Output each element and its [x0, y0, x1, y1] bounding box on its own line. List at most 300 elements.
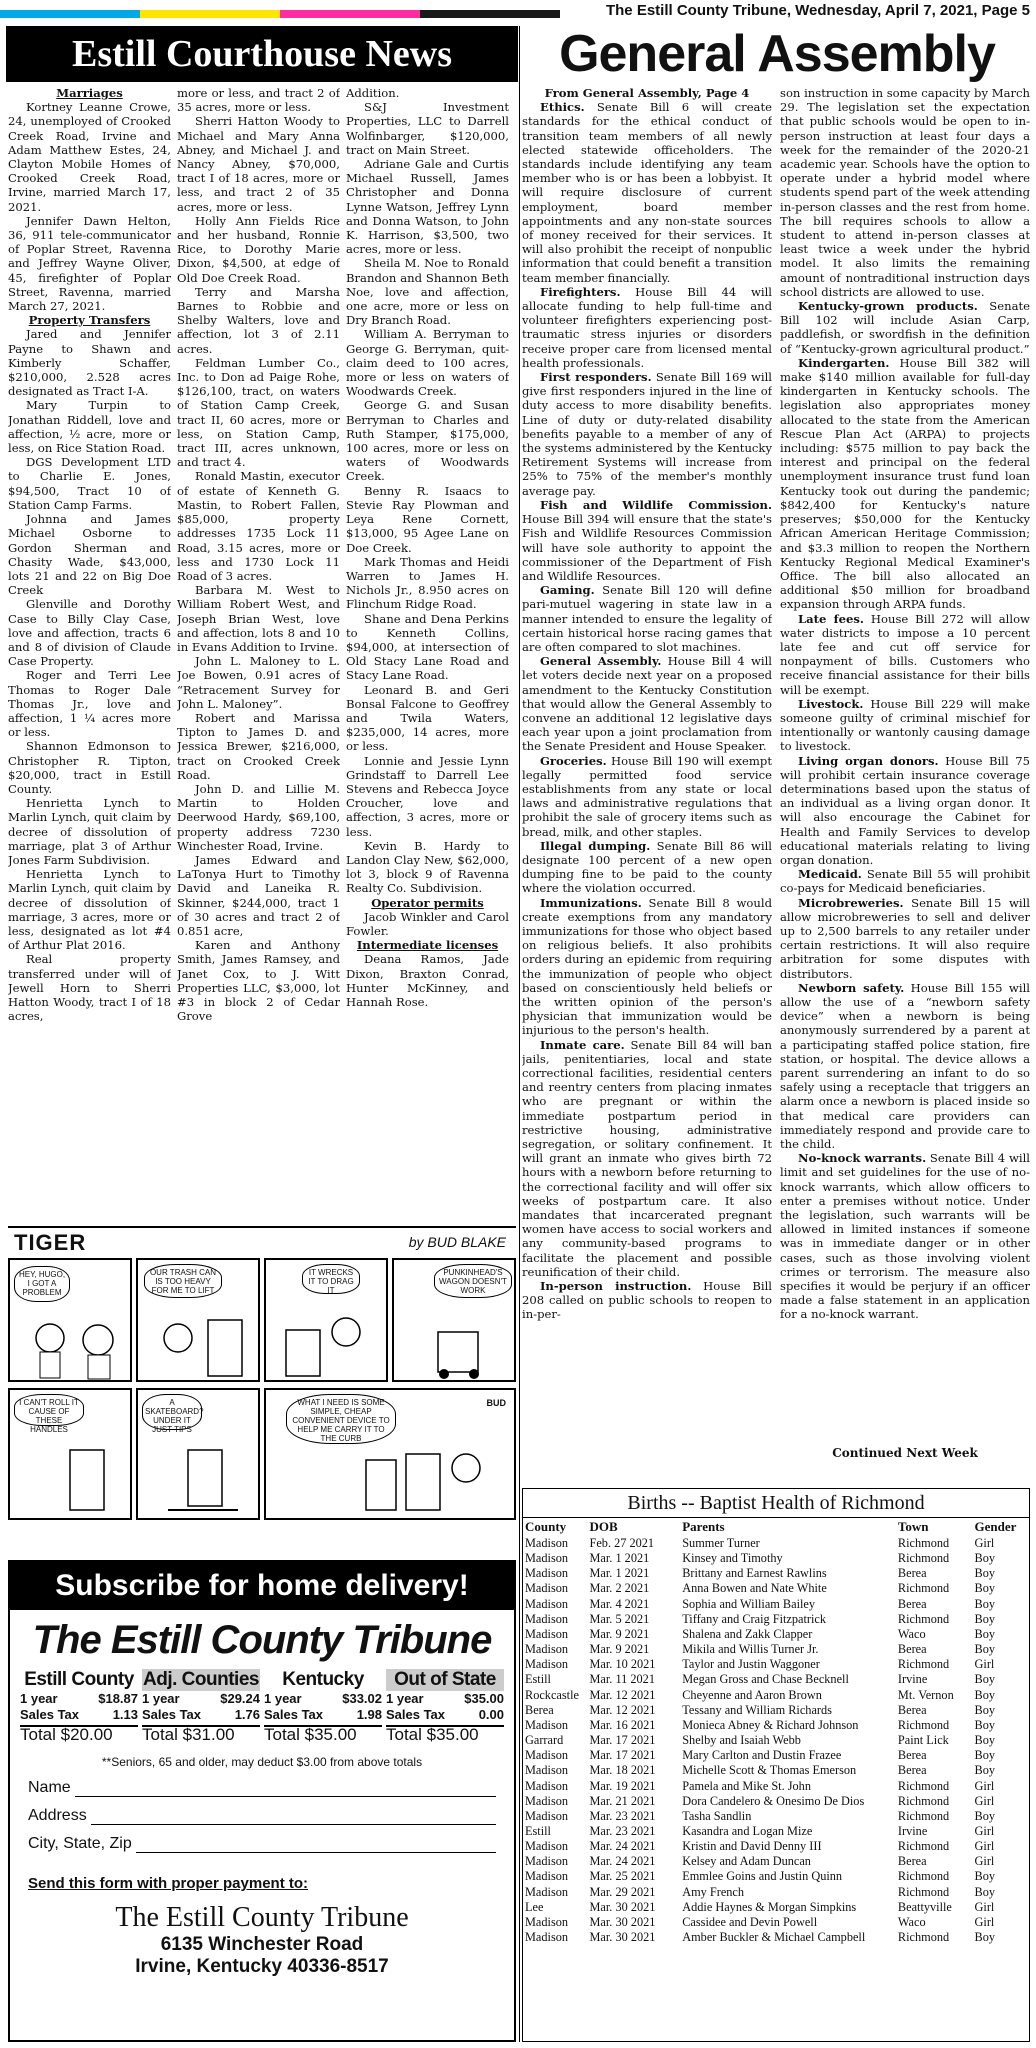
- price-tax-row: [264, 1707, 382, 1723]
- table-cell: Boy: [974, 1626, 996, 1641]
- article-paragraph: In-person instruction. House Bill 208 called on public schools to reopen to in-per-: [522, 1279, 772, 1322]
- comic-barrels-icon: [266, 1390, 516, 1520]
- courthouse-column-2: [177, 86, 340, 1222]
- price-title: Estill County: [24, 1669, 134, 1690]
- table-cell: Richmond: [897, 1839, 950, 1854]
- tiger-comic-strip: [8, 1226, 516, 1526]
- table-cell: Waco: [897, 1914, 926, 1929]
- paragraph-lead: Immunizations.: [540, 895, 642, 910]
- paragraph-lead: Groceries.: [540, 753, 607, 768]
- price-title: Adj. Counties: [143, 1669, 259, 1690]
- table-cell: Girl: [974, 1778, 995, 1793]
- table-cell: Summer Turner: [682, 1536, 760, 1550]
- table-cell: Kristin and David Denny III: [682, 1839, 822, 1854]
- comic-byline: by BUD BLAKE: [408, 1234, 506, 1250]
- comic-panel-3: [264, 1258, 388, 1382]
- table-cell: Emmlee Goins and Justin Quinn: [682, 1869, 843, 1884]
- price-year-value: $18.87: [98, 1691, 138, 1706]
- table-cell: Mary Carlton and Dustin Frazee: [682, 1748, 842, 1763]
- article-paragraph: Groceries. House Bill 190 will exempt legally permitted food service establishments from any state or local laws and administrative regulations that prohibit the sale of grocery items such as bread, milk, and other staples.: [522, 753, 772, 839]
- table-cell: Girl: [974, 1914, 995, 1929]
- table-cell: Addie Haynes & Morgan Simpkins: [682, 1899, 857, 1914]
- page-header-text: The Estill County Tribune, Wednesday, April 7, 2021, Page 5: [605, 2, 1030, 19]
- table-cell: Boy: [974, 1642, 996, 1657]
- city-field[interactable]: [28, 1835, 496, 1853]
- table-cell: Mar. 23 2021: [589, 1823, 656, 1838]
- comic-signature: BUD: [486, 1398, 506, 1408]
- listing-paragraph: Lonnie and Jessie Lynn Grindstaff to Darrell Lee Stevens and Rebecca Joyce Croucher, love and affection, 3 acres, more or less.: [346, 753, 509, 839]
- table-cell: Boy: [974, 1748, 996, 1763]
- table-cell: Boy: [974, 1596, 996, 1611]
- listing-paragraph: Shane and Dena Perkins to Kenneth Collins, $94,000, at intersection of Old Stacy Lane Road and Stacy Lane Road.: [346, 611, 509, 683]
- price-title: Kentucky: [282, 1669, 364, 1690]
- listing-paragraph: Kortney Leanne Crowe, 24, unemployed of Crooked Creek Road, Irvine and Adam Matthew Estes, 24, Clayton Mobile Homes of Crooked Creek Road, Irvine, married March 17, 2021.: [8, 100, 171, 214]
- births-column-header: County: [525, 1519, 567, 1534]
- courthouse-masthead: Estill Courthouse News: [6, 26, 518, 82]
- continued-text: more or less, and tract 2 of 35 acres, more or less.: [177, 86, 340, 115]
- table-row: [523, 1915, 1029, 1930]
- table-cell: Tessany and William Richards: [682, 1702, 832, 1717]
- listing-paragraph: Mark Thomas and Heidi Warren to James H. Nichols Jr., 8.950 acres on Flinchum Ridge Road.: [346, 554, 509, 612]
- table-cell: Richmond: [897, 1611, 950, 1626]
- courthouse-column-3: [346, 86, 509, 1222]
- listing-paragraph: DGS Development LTD to Charlie E. Jones, $94,500, Tract 10 of Station Camp Farms.: [8, 455, 171, 512]
- page-header: [0, 0, 1036, 22]
- births-body: [523, 1536, 1029, 1945]
- price-tax-row: [142, 1707, 260, 1723]
- comic-panel-7: [264, 1388, 516, 1520]
- table-cell: Boy: [974, 1687, 996, 1702]
- comic-panel-4: [392, 1258, 516, 1382]
- table-cell: Tiffany and Craig Fitzpatrick: [682, 1611, 827, 1626]
- table-cell: Madison: [525, 1793, 569, 1808]
- table-cell: Mt. Vernon: [897, 1687, 954, 1702]
- table-cell: Mar. 24 2021: [589, 1839, 656, 1854]
- paragraph-lead: Ethics.: [540, 100, 585, 115]
- article-paragraph: Firefighters. House Bill 44 will allocate funding to help full-time and volunteer firefighters experiencing post-traumatic stress injuries or disorders receive proper care from licensed mental health professionals.: [522, 284, 772, 370]
- table-cell: Madison: [525, 1763, 569, 1778]
- table-cell: Amy French: [682, 1884, 745, 1899]
- price-tax-label: Sales Tax: [142, 1707, 202, 1722]
- table-cell: Feb. 27 2021: [589, 1536, 655, 1550]
- births-column-header: Gender: [974, 1519, 1017, 1534]
- table-cell: Mar. 17 2021: [589, 1748, 656, 1763]
- article-paragraph: General Assembly. House Bill 4 will let voters decide next year on a proposed amendment to the Kentucky Constitution that would allow the General Assembly to convene an additional 12 legislative days each year upon a joint proclamation from the Senate President and House Speaker.: [522, 654, 772, 754]
- price-column: [264, 1669, 382, 1743]
- table-cell: Richmond: [897, 1930, 950, 1945]
- table-cell: Madison: [525, 1914, 569, 1929]
- listing-paragraph: Mary Turpin to Jonathan Riddell, love and affection, ½ acre, more or less, on Rice Station Road.: [8, 398, 171, 456]
- price-total: Total $35.00: [264, 1725, 382, 1743]
- births-box: [522, 1488, 1030, 2042]
- paragraph-lead: Medicaid.: [798, 867, 862, 882]
- table-cell: Beattyville: [897, 1899, 952, 1914]
- comic-bubble: WHAT I NEED IS SOME SIMPLE, CHEAP CONVENIENT DEVICE TO HELP ME CARRY IT TO THE CURB: [286, 1394, 396, 1444]
- price-tax-row: [386, 1707, 504, 1723]
- table-cell: Berea: [897, 1596, 927, 1611]
- price-title: Out of State: [386, 1669, 504, 1691]
- table-cell: Boy: [974, 1763, 996, 1778]
- name-field[interactable]: [28, 1779, 496, 1797]
- table-row: [523, 1779, 1029, 1794]
- table-cell: Berea: [897, 1642, 927, 1657]
- address-street: 6135 Winchester Road: [160, 1934, 364, 1955]
- listing-paragraph: Sherri Hatton Woody to Michael and Mary Anna Abney, and Michael J. and Nancy Abney, $70,000, tract I of 18 acres, more or less, and tract 2 of 35 acres, more or less.: [177, 114, 340, 214]
- price-tax-row: [20, 1707, 138, 1723]
- section-heading: Operator permits: [371, 895, 484, 910]
- births-title: Births -- Baptist Health of Richmond: [523, 1489, 1029, 1518]
- births-column-header: Town: [897, 1519, 929, 1534]
- table-cell: Cassidee and Devin Powell: [682, 1914, 818, 1929]
- section-heading: Marriages: [56, 86, 123, 100]
- comic-figures-icon: [10, 1260, 130, 1380]
- table-cell: Girl: [974, 1854, 995, 1869]
- listing-paragraph: Benny R. Isaacs to Stevie Ray Plowman and Leya Rene Cornett, $13,000, 95 Agee Lane on Doe Creek.: [346, 483, 509, 555]
- article-paragraph: Late fees. House Bill 272 will allow water districts to impose a 10 percent late fee and cut off service for nonpayment of bills. Customers who receive financial assistance for their bills will be exempt.: [780, 611, 1030, 697]
- table-cell: Mar. 12 2021: [589, 1687, 656, 1702]
- births-column-header: Parents: [682, 1519, 725, 1534]
- table-cell: Mar. 4 2021: [589, 1596, 650, 1611]
- table-row: [523, 1824, 1029, 1839]
- table-cell: Anna Bowen and Nate White: [682, 1581, 827, 1596]
- table-cell: Mar. 21 2021: [589, 1793, 656, 1808]
- section-heading: Intermediate licenses: [356, 938, 499, 953]
- article-paragraph: No-knock warrants. Senate Bill 4 will limit and set guidelines for the use of no-knock warrants, which allow officers to enter a premises without notice. Under the legislation, such warrants will be allowed in limited instances if someone was in immediate danger or in other cases, such as those involving violent crimes or terrorism. The measure also specifies it would be perjury if an officer made a false statement in an application for a no-knock warrant.: [780, 1151, 1030, 1322]
- paragraph-lead: Microbreweries.: [798, 895, 904, 910]
- column-divider: [519, 26, 520, 2042]
- table-cell: Boy: [974, 1702, 996, 1717]
- table-row: [523, 1900, 1029, 1915]
- table-cell: Cheyenne and Aaron Brown: [682, 1687, 822, 1702]
- price-column: [142, 1669, 260, 1743]
- table-cell: Madison: [525, 1626, 569, 1641]
- comic-bubble: OUR TRASH CAN IS TOO HEAVY FOR ME TO LIFT: [144, 1264, 222, 1298]
- paragraph-lead: Fish and Wildlife Commission.: [540, 497, 772, 512]
- subscription-form: [8, 1560, 516, 2042]
- table-cell: Richmond: [897, 1551, 950, 1566]
- table-cell: Madison: [525, 1536, 569, 1550]
- table-row: [523, 1869, 1029, 1884]
- listing-paragraph: Adriane Gale and Curtis Michael Russell, James Christopher and Donna Lynne Watson, Jeffrey Lynn and Donna Watson, to John K. Harrison, $3,500, two acres, more or less.: [346, 157, 509, 257]
- table-cell: Pamela and Mike St. John: [682, 1778, 811, 1793]
- comic-trashcan-icon: [138, 1260, 258, 1380]
- table-cell: Richmond: [897, 1884, 950, 1899]
- table-cell: Mar. 11 2021: [589, 1672, 655, 1687]
- listing-paragraph: Ronald Mastin, executor of estate of Kenneth G. Mastin, to Robert Fallen, $85,000, property addresses 1735 Lock 11 Road, 3.15 acres, more or less and 1730 Lock 11 Road of 3 acres.: [177, 469, 340, 583]
- comic-panel-6: [136, 1388, 260, 1520]
- table-row: [523, 1748, 1029, 1763]
- table-cell: Berea: [897, 1748, 927, 1763]
- table-cell: Girl: [974, 1839, 995, 1854]
- listing-paragraph: Leonard B. and Geri Bonsal Falcone to Geoffrey and Twila Waters, $235,000, 14 acres, more or less.: [346, 682, 509, 754]
- table-cell: Kinsey and Timothy: [682, 1551, 783, 1566]
- address-label: Address: [28, 1807, 87, 1824]
- paragraph-lead: Late fees.: [798, 611, 864, 626]
- subscribe-heading: Subscribe for home delivery!: [10, 1562, 514, 1610]
- comic-title: TIGER: [14, 1230, 87, 1255]
- table-row: [523, 1930, 1029, 1945]
- table-cell: Mar. 12 2021: [589, 1702, 656, 1717]
- table-cell: Megan Gross and Chase Becknell: [682, 1672, 849, 1687]
- table-row: [523, 1733, 1029, 1748]
- comic-skateboard-icon: [138, 1390, 258, 1520]
- address-name: The Estill County Tribune: [115, 1902, 409, 1933]
- continued-next-week: Continued Next Week: [832, 1446, 978, 1460]
- price-table: [10, 1669, 514, 1743]
- table-cell: Boy: [974, 1930, 996, 1945]
- table-cell: Boy: [974, 1717, 996, 1732]
- table-row: [523, 1642, 1029, 1657]
- table-cell: Mar. 17 2021: [589, 1733, 656, 1748]
- listing-paragraph: James Edward and LaTonya Hurt to Timothy David and Laneika R. Skinner, $244,000, tract 1 of 30 acres and tract 2 of 0.851 acre,: [177, 852, 340, 938]
- table-cell: Mar. 25 2021: [589, 1869, 656, 1884]
- price-tax-label: Sales Tax: [20, 1707, 80, 1722]
- table-cell: Kelsey and Adam Duncan: [682, 1854, 811, 1869]
- births-table: [523, 1518, 1029, 1945]
- article-paragraph: Medicaid. Senate Bill 55 will prohibit co-pays for Medicaid beneficiaries.: [780, 867, 1030, 896]
- listing-paragraph: S&J Investment Properties, LLC to Darrell Wolfinbarger, $120,000, tract on Main Street.: [346, 100, 509, 157]
- paper-name: The Estill County Tribune: [32, 1618, 492, 1662]
- price-total: Total $20.00: [20, 1725, 138, 1743]
- table-cell: Tasha Sandlin: [682, 1808, 752, 1823]
- paragraph-lead: Living organ donors.: [798, 753, 939, 768]
- table-cell: Richmond: [897, 1793, 950, 1808]
- assembly-masthead: General Assembly: [559, 25, 995, 83]
- article-paragraph: Inmate care. Senate Bill 84 will ban jails, penitentiaries, local and state correctional facilities, residential centers and reentry centers from placing inmates who are pregnant or within the immediate postpartum period in restrictive housing, administrative segregation, or solitary confinement. It will grant an inmate who gives birth 72 hours with a newborn before returning to the correctional facility and will offer six weeks of postpartum care. It also mandates that incarcerated pregnant women have access to social workers and any community-based programs to facilitate the placement and possible reunification of their child.: [522, 1037, 772, 1279]
- table-cell: Mar. 29 2021: [589, 1884, 656, 1899]
- table-cell: Richmond: [897, 1808, 950, 1823]
- section-heading: Property Transfers: [28, 313, 151, 328]
- paragraph-lead: First responders.: [540, 370, 652, 385]
- address-field[interactable]: [28, 1807, 496, 1825]
- table-row: [523, 1672, 1029, 1687]
- courthouse-column-1: [8, 86, 171, 1222]
- comic-can-icon: [10, 1390, 130, 1520]
- comic-panel-1: [8, 1258, 132, 1382]
- paragraph-lead: Illegal dumping.: [540, 838, 651, 853]
- article-paragraph: Immunizations. Senate Bill 8 would create exemptions from any mandatory immunizations for those who object based on religious beliefs. It also prohibits orders during an epidemic from requiring the immunization of people who object based on conscientiously held beliefs or the written opinion of the person's physician that immunization would be injurious to the person's health.: [522, 895, 772, 1038]
- article-paragraph: Ethics. Senate Bill 6 will create standards for the ethical conduct of transition team members of all newly elected statewide officeholders. The standards include identifying any team member who is or has been a lobbyist. It will require disclosure of current employment, board member appointments and any non-state sources of money received for their services. It will also prohibit the receipt of nonpublic information that could benefit a transition team member financially.: [522, 100, 772, 285]
- table-cell: Mar. 16 2021: [589, 1717, 656, 1732]
- table-cell: Berea: [525, 1702, 554, 1717]
- table-cell: Madison: [525, 1869, 569, 1884]
- listing-paragraph: Jacob Winkler and Carol Fowler.: [346, 909, 509, 938]
- comic-bubble: IT WRECKS IT TO DRAG IT: [302, 1264, 360, 1294]
- table-cell: Madison: [525, 1596, 569, 1611]
- send-form-note: Send this form with proper payment to:: [28, 1875, 309, 1892]
- paragraph-lead: No-knock warrants.: [798, 1151, 927, 1166]
- table-cell: Madison: [525, 1581, 569, 1596]
- listing-paragraph: Johnna and James Michael Osborne to Gordon Sherman and Chasity Wade, $43,000, lots 21 and 22 on Big Doe Creek: [8, 512, 171, 598]
- table-cell: Amber Buckler & Michael Campbell: [682, 1930, 866, 1945]
- paragraph-lead: Inmate care.: [540, 1037, 625, 1052]
- table-row: [523, 1597, 1029, 1612]
- paragraph-lead: Newborn safety.: [798, 980, 905, 995]
- table-cell: Estill: [525, 1672, 551, 1687]
- price-year-label: 1 year: [264, 1691, 302, 1706]
- listing-paragraph: Henrietta Lynch to Marlin Lynch, quit claim by decree of dissolution of marriage, 3 acres, more or less, designated as lot #4 of Arthur Plat 2016.: [8, 867, 171, 953]
- table-cell: Madison: [525, 1930, 569, 1945]
- table-cell: Richmond: [897, 1536, 950, 1550]
- table-cell: Girl: [974, 1657, 995, 1672]
- table-cell: Boy: [974, 1808, 996, 1823]
- price-year-value: $35.00: [464, 1691, 504, 1706]
- table-cell: Mar. 1 2021: [589, 1566, 650, 1581]
- listing-paragraph: Robert and Marissa Tipton to James D. and Jessica Brewer, $216,000, tract on Crooked Creek Road.: [177, 710, 340, 782]
- table-cell: Richmond: [897, 1778, 950, 1793]
- comic-drag-icon: [266, 1260, 386, 1380]
- article-paragraph: Living organ donors. House Bill 75 will prohibit certain insurance coverage determinations based upon the status of an individual as a living organ donor. It will also encourage the Cabinet for Health and Family Services to develop educational materials relating to living organ donation.: [780, 753, 1030, 867]
- table-cell: Richmond: [897, 1657, 950, 1672]
- table-row: [523, 1688, 1029, 1703]
- table-row: [523, 1794, 1029, 1809]
- article-paragraph: First responders. Senate Bill 169 will give first responders injured in the line of duty access to more disability benefits. Line of duty or duty-related disability benefits payable to a member of any of the systems administered by the Kentucky Retirement Systems will increase from 25% to 75% of the member's monthly average pay.: [522, 370, 772, 498]
- table-row: [523, 1763, 1029, 1778]
- table-cell: Madison: [525, 1551, 569, 1566]
- table-cell: Richmond: [897, 1717, 950, 1732]
- table-row: [523, 1581, 1029, 1596]
- name-line[interactable]: [75, 1781, 496, 1797]
- name-label: Name: [28, 1779, 71, 1796]
- table-cell: Brittany and Earnest Rawlins: [682, 1566, 827, 1581]
- listing-paragraph: John L. Maloney to L. Joe Bowen, 0.91 acres of “Retracement Survey for John L. Maloney”.: [177, 654, 340, 711]
- listing-paragraph: Kevin B. Hardy to Landon Clay New, $62,000, lot 3, block 9 of Ravenna Realty Co. Subdivision.: [346, 838, 509, 896]
- table-cell: Lee: [525, 1899, 544, 1914]
- comic-panel-2: [136, 1258, 260, 1382]
- table-cell: Rockcastle: [525, 1687, 579, 1702]
- table-cell: Boy: [974, 1733, 996, 1748]
- address-city: Irvine, Kentucky 40336-8517: [135, 1956, 389, 1977]
- price-total: Total $35.00: [386, 1725, 504, 1743]
- article-paragraph: Illegal dumping. Senate Bill 86 will designate 100 percent of a new open dumping fine to be paid to the county where the violation occurred.: [522, 838, 772, 896]
- jump-heading: From General Assembly, Page 4: [544, 86, 750, 100]
- table-cell: Mar. 30 2021: [589, 1930, 656, 1945]
- table-cell: Sophia and William Bailey: [682, 1596, 816, 1611]
- table-cell: Mar. 5 2021: [589, 1611, 650, 1626]
- table-cell: Mar. 9 2021: [589, 1626, 650, 1641]
- continued-text: Addition.: [346, 86, 400, 100]
- price-year-value: $33.02: [342, 1691, 382, 1706]
- article-paragraph: Livestock. House Bill 229 will make someone guilty of criminal mischief for intentionally or wantonly causing damage to livestock.: [780, 696, 1030, 754]
- table-cell: Berea: [897, 1854, 927, 1869]
- article-paragraph: Newborn safety. House Bill 155 will allow the use of a “newborn safety device” when a newborn is being anonymously surrendered by a parent at a participating staffed police station, fire station, or hospital. The device allows a parent surrendering an infant to do so safely using a receptacle that triggers an alarm once a newborn is placed inside so that medical care providers can immediately respond and provide care to the child.: [780, 980, 1030, 1152]
- table-cell: Madison: [525, 1854, 569, 1869]
- table-cell: Girl: [974, 1823, 995, 1838]
- comic-bubble: PUNKINHEAD'S WAGON DOESN'T WORK: [434, 1264, 512, 1298]
- paragraph-lead: In-person instruction.: [540, 1279, 692, 1294]
- table-cell: Shalena and Zakk Clapper: [682, 1626, 813, 1641]
- table-row: [523, 1809, 1029, 1824]
- paragraph-lead: Gaming.: [540, 583, 595, 598]
- table-cell: Mar. 30 2021: [589, 1899, 656, 1914]
- table-cell: Paint Lick: [897, 1733, 949, 1748]
- price-tax-label: Sales Tax: [264, 1707, 324, 1722]
- paragraph-lead: Kindergarten.: [798, 355, 890, 370]
- listing-paragraph: Barbara M. West to William Robert West, and Joseph Brian West, love and affection, lots 8 and 10 in Evans Addition to Irvine.: [177, 583, 340, 654]
- table-cell: Dora Candelero & Onesimo De Dios: [682, 1793, 865, 1808]
- assembly-column-1: [522, 86, 772, 1446]
- assembly-column-2: [780, 86, 1030, 1446]
- table-cell: Boy: [974, 1884, 996, 1899]
- table-cell: Berea: [897, 1702, 927, 1717]
- table-row: [523, 1551, 1029, 1566]
- table-cell: Madison: [525, 1778, 569, 1793]
- table-cell: Madison: [525, 1657, 569, 1672]
- city-line[interactable]: [136, 1837, 496, 1853]
- table-cell: Irvine: [897, 1823, 928, 1838]
- table-row: [523, 1612, 1029, 1627]
- table-cell: Mar. 30 2021: [589, 1914, 656, 1929]
- table-cell: Boy: [974, 1581, 996, 1596]
- mailing-address: [10, 1902, 514, 1978]
- table-cell: Mar. 9 2021: [589, 1642, 650, 1657]
- table-cell: Madison: [525, 1884, 569, 1899]
- listing-paragraph: Deana Ramos, Jade Dixon, Braxton Conrad, Hunter McKinney, and Hannah Rose.: [346, 952, 509, 1009]
- table-cell: Madison: [525, 1611, 569, 1626]
- article-paragraph: Fish and Wildlife Commission. House Bill 394 will ensure that the state's Fish and Wildlife Resources Commission will have sole authority to appoint the commissioner of the Department of Fish and Wildlife Resources.: [522, 497, 772, 583]
- price-year-label: 1 year: [386, 1691, 424, 1706]
- table-cell: Mikila and Willis Turner Jr.: [682, 1642, 819, 1657]
- comic-wagon-icon: [394, 1260, 514, 1380]
- address-line[interactable]: [91, 1809, 496, 1825]
- table-row: [523, 1536, 1029, 1551]
- table-cell: Richmond: [897, 1869, 950, 1884]
- comic-panel-5: [8, 1388, 132, 1520]
- table-cell: Irvine: [897, 1672, 928, 1687]
- paragraph-lead: General Assembly.: [540, 654, 662, 669]
- price-column: [20, 1669, 138, 1743]
- table-row: [523, 1566, 1029, 1581]
- table-row: [523, 1703, 1029, 1718]
- price-total: Total $31.00: [142, 1725, 260, 1743]
- table-cell: Taylor and Justin Waggoner: [682, 1657, 820, 1672]
- listing-paragraph: Karen and Anthony Smith, James Ramsey, and Janet Cox, to J. Witt Properties LLC, $3,000, lot #3 in block 2 of Cedar Grove: [177, 938, 340, 1024]
- article-paragraph: Kindergarten. House Bill 382 will make $140 million available for full-day kindergarten in Kentucky schools. The legislation also appropriates money allocated to the state from the American Rescue Plan Act (ARPA) to projects including: $575 million to pay back the interest and principal on the federal unemployment insurance trust fund loan Kentucky took out during the pandemic; $842,400 for Kentucky's nature preserves; $50,000 for the Kentucky African American Heritage Commission; and $3.3 million to reopen the Northern Kentucky Regional Medical Examiner's Office. The bill also allocated an additional $50 million for broadband expansion through ARPA funds.: [780, 355, 1030, 612]
- continued-text: son instruction in some capacity by March 29. The legislation set the expectation that public schools would be open to in-person instruction at least four days a week for the remainder of the 2020-21 academic year. Schools have the option to operate under a hybrid model where students spend part of the week attending in-person classes and the rest from home. The bill requires schools to allow a student to attend in-person classes at least twice a week under the hybrid model. It also limits the remaining amount of nontraditional instruction days school districts are allowed to use.: [780, 86, 1030, 299]
- table-cell: Madison: [525, 1808, 569, 1823]
- listing-paragraph: William A. Berryman to George G. Berryman, quit-claim deed to 100 acres, more or less on waters of Woodwards Creek.: [346, 327, 509, 399]
- table-cell: Kasandra and Logan Mize: [682, 1823, 813, 1838]
- price-year-value: $29.24: [220, 1691, 260, 1706]
- table-cell: Madison: [525, 1748, 569, 1763]
- table-row: [523, 1854, 1029, 1869]
- city-label: City, State, Zip: [28, 1835, 132, 1852]
- table-cell: Waco: [897, 1626, 926, 1641]
- price-year-row: [142, 1691, 260, 1707]
- price-tax-label: Sales Tax: [386, 1707, 446, 1722]
- price-tax-value: 1.13: [112, 1707, 138, 1722]
- table-cell: Boy: [974, 1551, 996, 1566]
- table-cell: Boy: [974, 1672, 996, 1687]
- table-cell: Shelby and Isaiah Webb: [682, 1733, 801, 1748]
- table-cell: Boy: [974, 1869, 996, 1884]
- listing-paragraph: Henrietta Lynch to Marlin Lynch, quit claim by decree of dissolution of marriage, plat 3 of Arthur Jones Farm Subdivision.: [8, 796, 171, 867]
- listing-paragraph: Real property transferred under will of Jewell Horn to Sherri Hatton Woody, tract I of 18 acres,: [8, 952, 171, 1024]
- table-cell: Monieca Abney & Richard Johnson: [682, 1717, 859, 1732]
- table-cell: Madison: [525, 1839, 569, 1854]
- table-cell: Madison: [525, 1566, 569, 1581]
- table-cell: Mar. 2 2021: [589, 1581, 650, 1596]
- listing-paragraph: Shannon Edmonson to Christopher R. Tipton, $20,000, tract in Estill County.: [8, 739, 171, 796]
- listing-paragraph: John D. and Lillie M. Martin to Holden Deerwood Hardy, $69,100, property address 7230 Winchester Road, Irvine.: [177, 781, 340, 853]
- price-tax-value: 0.00: [478, 1707, 504, 1722]
- table-cell: Madison: [525, 1642, 569, 1657]
- article-paragraph: Kentucky-grown products. Senate Bill 102 will include Asian Carp, paddlefish, or swordfish in the definition of “Kentucky-grown agricultural product.”: [780, 299, 1030, 356]
- table-row: [523, 1627, 1029, 1642]
- comic-bubble: I CAN'T ROLL IT CAUSE OF THESE HANDLES: [14, 1394, 84, 1426]
- births-header-row: [523, 1518, 1029, 1536]
- listing-paragraph: Holly Ann Fields Rice and her husband, Ronnie Rice, to Dorothy Marie Dixon, $4,500, at edge of Old Doe Creek Road.: [177, 213, 340, 285]
